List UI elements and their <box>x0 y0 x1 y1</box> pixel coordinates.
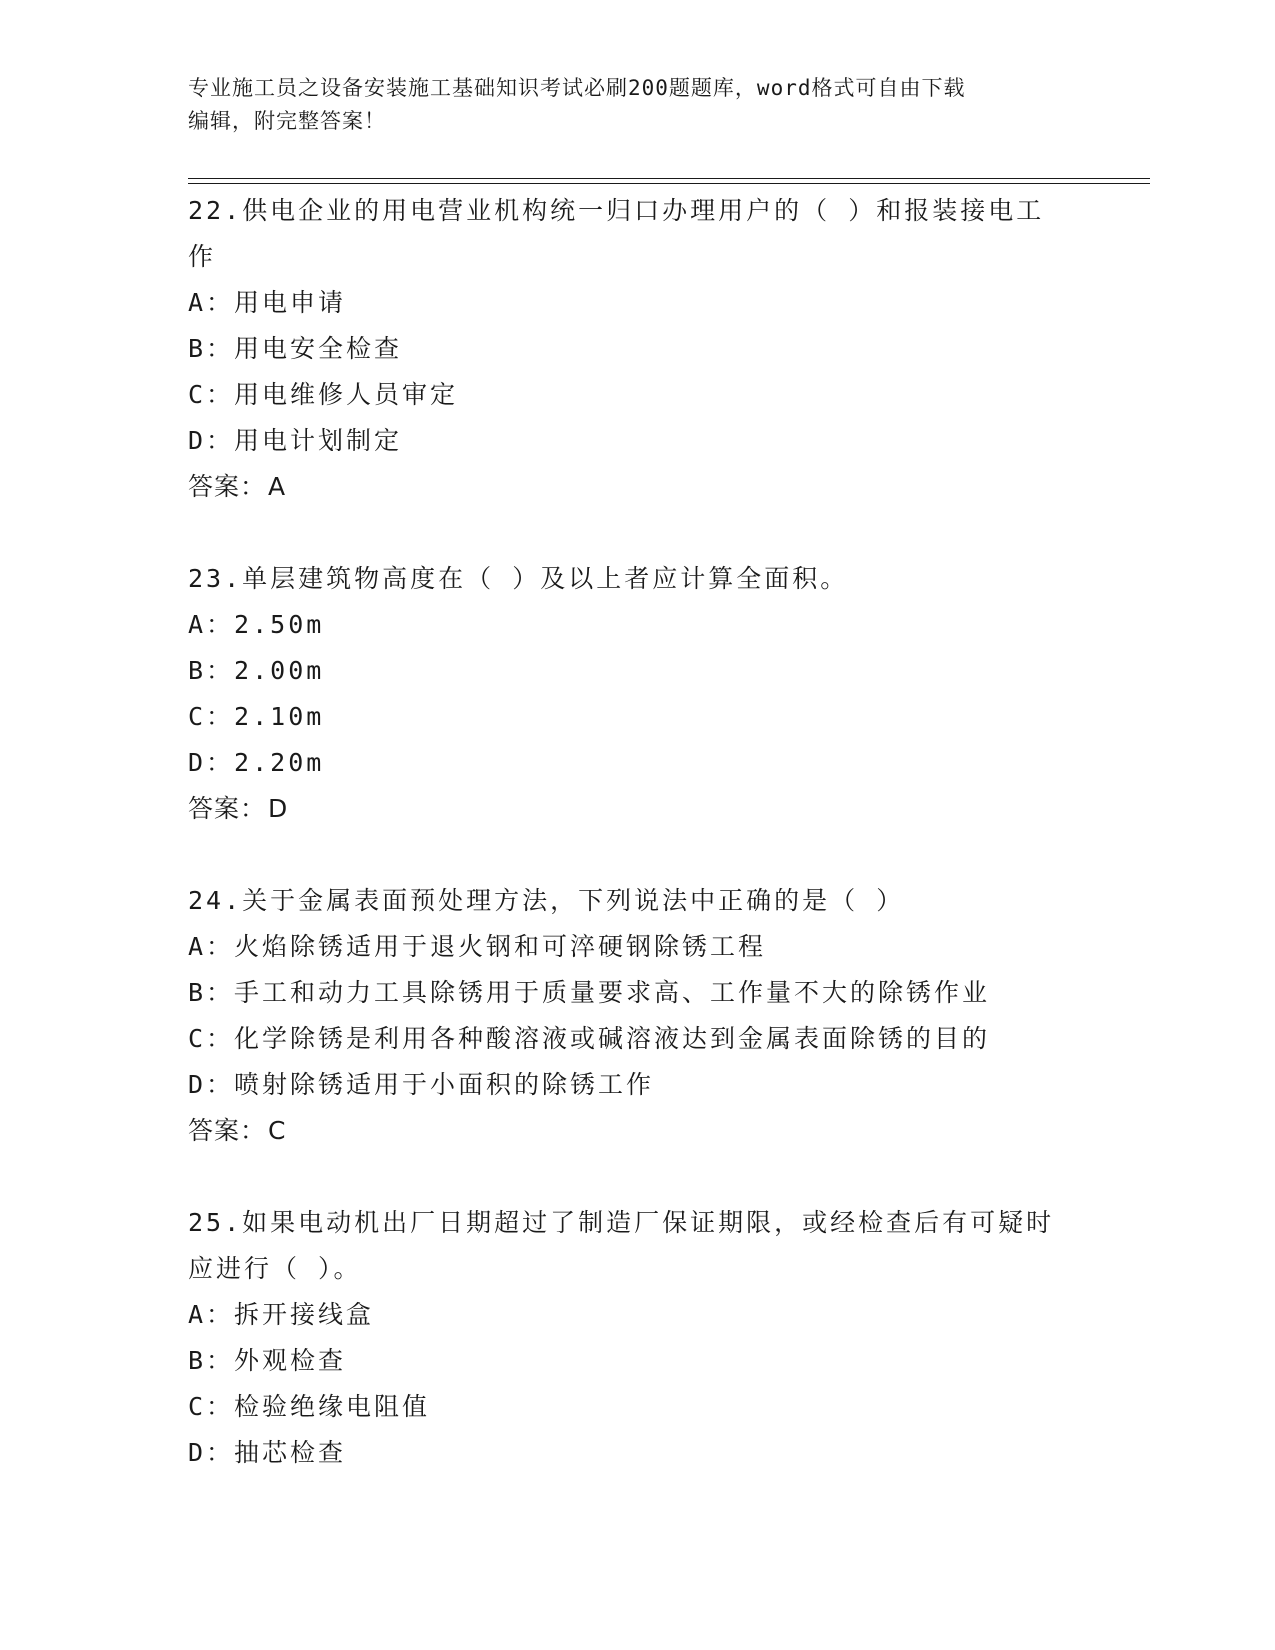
option-a: A：2.50m <box>188 610 325 639</box>
answer <box>188 786 1088 832</box>
option-a: A：火焰除锈适用于退火钢和可淬硬钢除锈工程 <box>188 932 767 961</box>
answer-label: 答案： <box>188 1116 267 1145</box>
answer-value: D <box>268 794 289 823</box>
answer <box>188 464 1088 510</box>
question-text: 22.供电企业的用电营业机构统一归口办理用户的（ ）和报装接电工 <box>188 196 1045 225</box>
question-25 <box>188 1200 1088 1476</box>
answer-value: A <box>268 472 287 501</box>
option-a: A：拆开接线盒 <box>188 1300 375 1329</box>
question-24 <box>188 878 1088 1154</box>
question-text: 23.单层建筑物高度在（ ）及以上者应计算全面积。 <box>188 564 849 593</box>
question-text: 应进行（ ）。 <box>188 1254 362 1283</box>
answer-label: 答案： <box>188 794 267 823</box>
answer <box>188 1108 1088 1154</box>
option-b: B：手工和动力工具除锈用于质量要求高、工作量不大的除锈作业 <box>188 978 991 1007</box>
question-list <box>188 188 1088 1522</box>
header-divider-top <box>188 178 1150 179</box>
header-line-1: 专业施工员之设备安装施工基础知识考试必刷200题题库，word格式可自由下载 <box>188 76 966 100</box>
question-text: 25.如果电动机出厂日期超过了制造厂保证期限，或经检查后有可疑时 <box>188 1208 1055 1237</box>
question-23 <box>188 556 1088 832</box>
answer-value: C <box>268 1116 287 1145</box>
header-line-2: 编辑，附完整答案！ <box>188 109 386 133</box>
option-b: B：外观检查 <box>188 1346 347 1375</box>
option-b: B：2.00m <box>188 656 325 685</box>
option-c: C：检验绝缘电阻值 <box>188 1392 431 1421</box>
option-c: C：化学除锈是利用各种酸溶液或碱溶液达到金属表面除锈的目的 <box>188 1024 991 1053</box>
question-22 <box>188 188 1088 510</box>
option-b: B：用电安全检查 <box>188 334 403 363</box>
question-text: 作 <box>188 242 217 271</box>
option-d: D：抽芯检查 <box>188 1438 347 1467</box>
option-d: D：用电计划制定 <box>188 426 403 455</box>
header-divider-bottom <box>188 183 1150 184</box>
option-d: D：喷射除锈适用于小面积的除锈工作 <box>188 1070 655 1099</box>
option-c: C：2.10m <box>188 702 325 731</box>
option-c: C：用电维修人员审定 <box>188 380 459 409</box>
option-d: D：2.20m <box>188 748 325 777</box>
option-a: A：用电申请 <box>188 288 347 317</box>
question-text: 24.关于金属表面预处理方法，下列说法中正确的是（ ） <box>188 886 905 915</box>
answer-label: 答案： <box>188 472 267 501</box>
document-header <box>188 72 1068 138</box>
